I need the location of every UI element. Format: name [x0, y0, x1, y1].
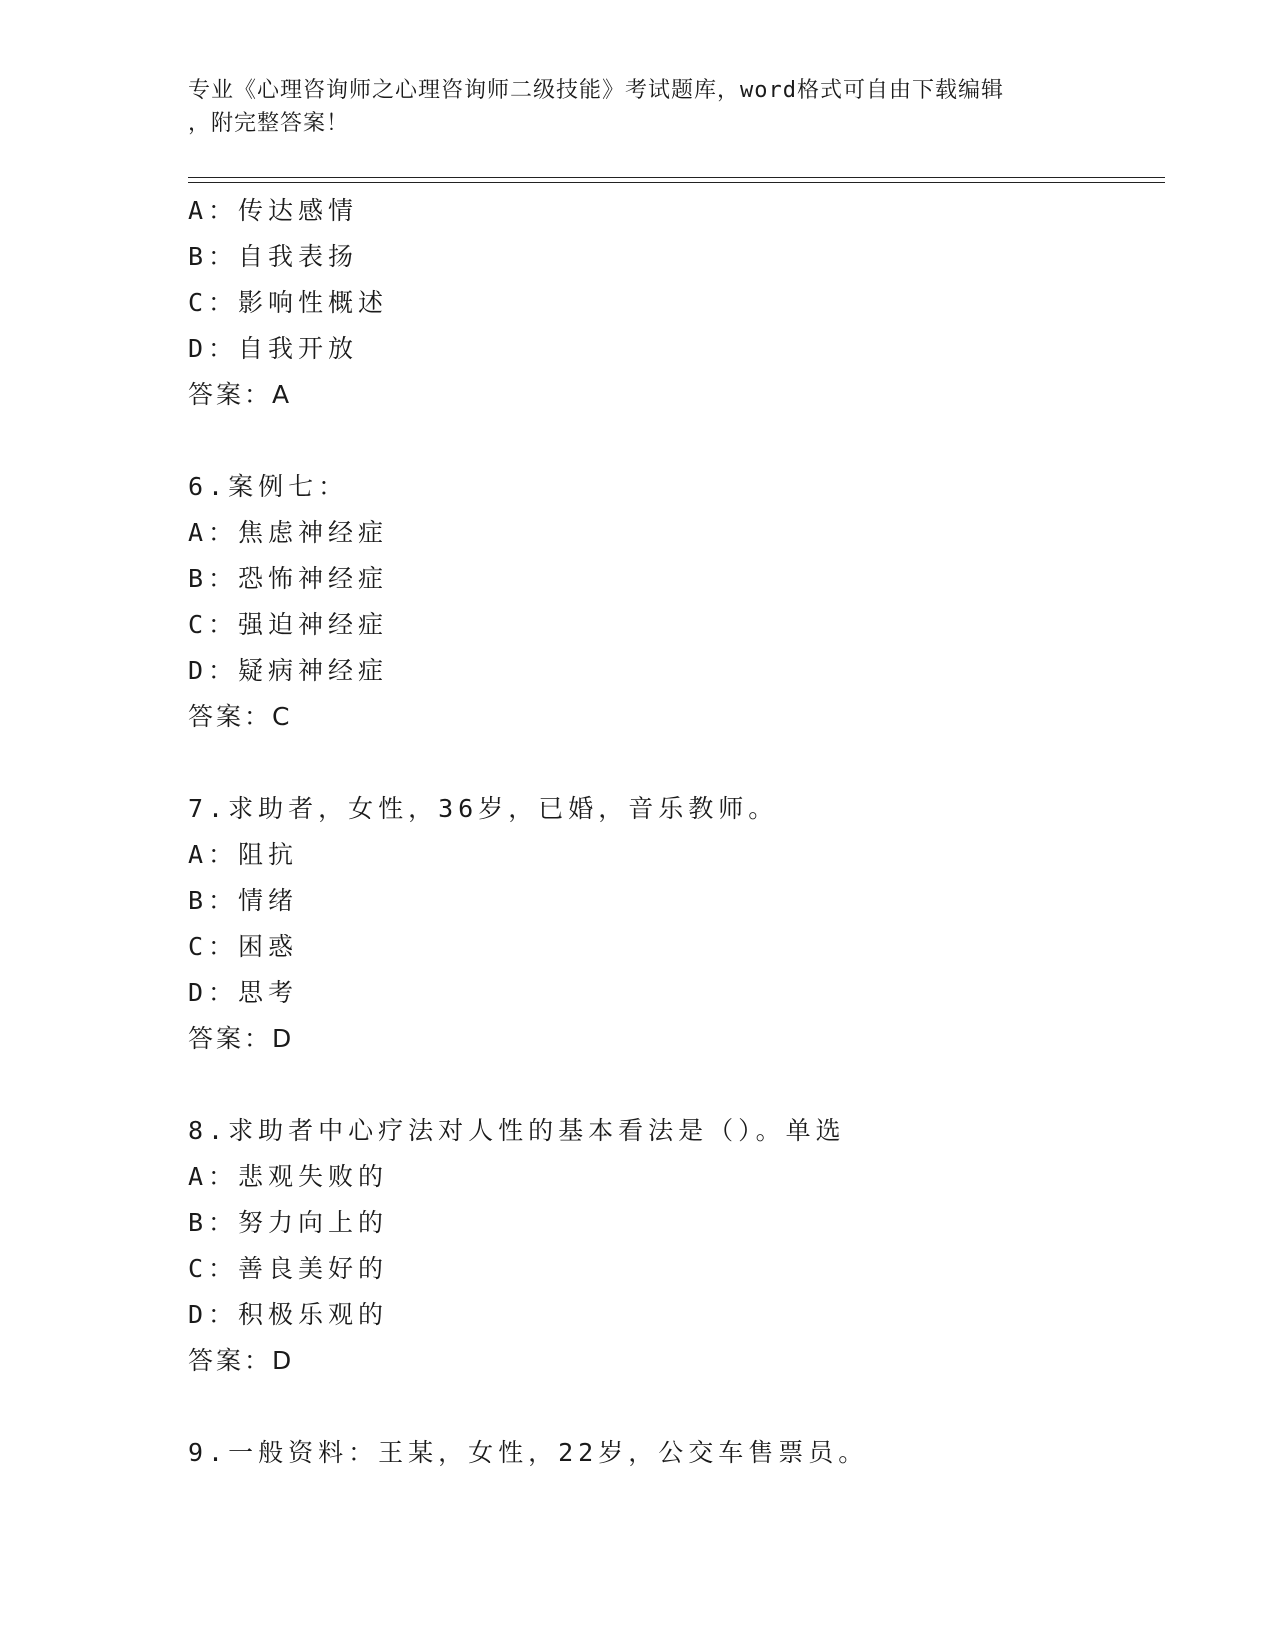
- question-stem: 8.求助者中心疗法对人性的基本看法是（）。单选: [188, 1116, 846, 1145]
- option-b: B：情绪: [188, 886, 299, 915]
- option-d: D：思考: [188, 978, 299, 1007]
- spacer: [188, 740, 1165, 786]
- spacer: [188, 1384, 1165, 1430]
- option-b: B：恐怖神经症: [188, 564, 389, 593]
- option-d: D：自我开放: [188, 334, 359, 363]
- option-d: D：积极乐观的: [188, 1300, 389, 1329]
- option-b: B：自我表扬: [188, 242, 359, 271]
- document-header: [188, 74, 1088, 140]
- header-divider-bottom: [188, 182, 1165, 183]
- option-c: C：强迫神经症: [188, 610, 389, 639]
- header-line-1: 专业《心理咨询师之心理咨询师二级技能》考试题库，word格式可自由下载编辑: [188, 78, 1004, 103]
- answer: 答案：A: [188, 380, 293, 409]
- spacer: [188, 1062, 1165, 1108]
- question-stem: 9.一般资料：王某，女性，22岁，公交车售票员。: [188, 1438, 869, 1467]
- answer: 答案：C: [188, 702, 293, 731]
- question-list: [188, 188, 1165, 1476]
- answer: 答案：D: [188, 1024, 295, 1053]
- option-a: A：传达感情: [188, 196, 359, 225]
- option-b: B：努力向上的: [188, 1208, 389, 1237]
- option-c: C：影响性概述: [188, 288, 389, 317]
- option-c: C：困惑: [188, 932, 299, 961]
- question-block-5: [188, 188, 1165, 418]
- question-block-6: [188, 464, 1165, 740]
- question-block-9: [188, 1430, 1165, 1476]
- question-block-7: [188, 786, 1165, 1062]
- question-stem: 6.案例七：: [188, 472, 349, 501]
- spacer: [188, 418, 1165, 464]
- answer: 答案：D: [188, 1346, 295, 1375]
- option-d: D：疑病神经症: [188, 656, 389, 685]
- question-block-8: [188, 1108, 1165, 1384]
- header-divider-top: [188, 177, 1165, 178]
- option-a: A：悲观失败的: [188, 1162, 389, 1191]
- option-a: A：阻抗: [188, 840, 299, 869]
- option-c: C：善良美好的: [188, 1254, 389, 1283]
- option-a: A：焦虑神经症: [188, 518, 389, 547]
- header-line-2: ，附完整答案！: [188, 111, 350, 136]
- question-stem: 7.求助者，女性，36岁，已婚，音乐教师。: [188, 794, 779, 823]
